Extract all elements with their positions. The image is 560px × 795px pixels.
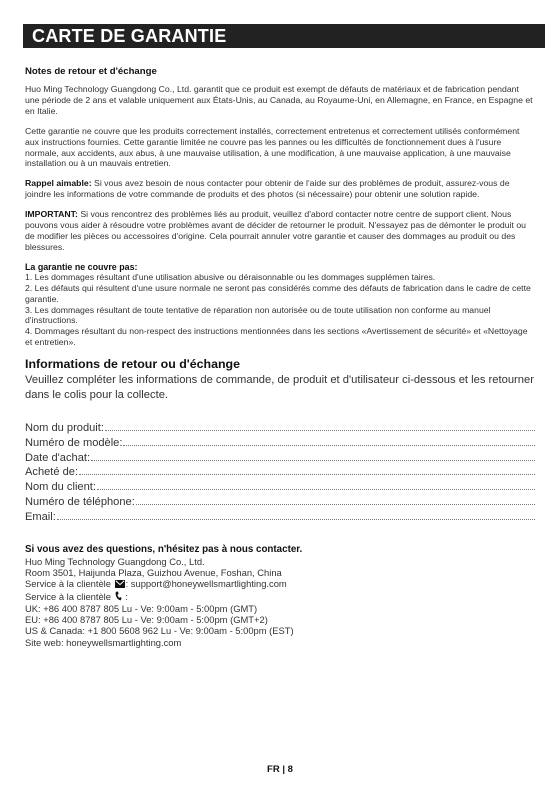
fill-line: [97, 488, 535, 490]
warranty-paragraph: Huo Ming Technology Guangdong Co., Ltd. garantit que ce produit est exempt de défauts de matériaux et de fabrication pendant une période de 2 ans et valable uniquement aux États-Unis, au Canada, au Royaume-Uni, en Allemagne, en France, en Espagne et en Italie.: [25, 84, 533, 116]
purchase-date-field[interactable]: [25, 449, 535, 464]
product-name-field[interactable]: [25, 419, 535, 434]
fill-line: [105, 429, 535, 431]
field-label: Nom du produit:: [25, 421, 104, 434]
support-email-link[interactable]: : support@honeywellsmartlighting.com: [125, 578, 287, 590]
page-title: CARTE DE GARANTIE: [23, 24, 545, 48]
phone-uk: UK: +86 400 8787 805 Lu - Ve: 9:00am - 5:00pm (GMT): [25, 602, 258, 614]
phone-suffix: :: [122, 590, 128, 602]
page-number: FR | 8: [267, 764, 293, 775]
list-item: 4. Dommages résultant du non-respect des instructions mentionnées dans les sections «Avertissement de sécurité» et «Nettoyage et entretien».: [25, 326, 528, 348]
email-field[interactable]: [25, 508, 535, 523]
fill-line: [91, 459, 535, 461]
phone-us-canada: US & Canada: +1 800 5608 962 Lu - Ve: 9:00am - 5:00pm (EST): [25, 625, 294, 637]
phone-number-field[interactable]: [25, 493, 535, 508]
important-label: IMPORTANT:: [25, 209, 78, 220]
contact-heading: Si vous avez des questions, n'hésitez pas à nous contacter.: [25, 543, 303, 555]
coverage-paragraph: Cette garantie ne couvre que les produits correctement installés, correctement entretenus et correctement utilisés conformément aux instructions fournies. Cette garantie limitée ne couvre pas les pannes ou les difficultés de fonctionnement dues à l'usure normale, aux accidents, aux abus, à une mauvaise utilisation, à une modification, à une mauvaise application, à une mauvaise installation ou à un mauvais entretien.: [25, 125, 520, 169]
field-label: Numéro de modèle:: [25, 436, 123, 449]
form-intro: Veuillez compléter les informations de commande, de produit et d'utilisateur ci-dessous et les retourner dans le colis pour la collecte.: [25, 374, 534, 402]
field-label: Numéro de téléphone:: [25, 495, 135, 508]
exclusions-list: [25, 272, 535, 348]
company-name: Huo Ming Technology Guangdong Co., Ltd.: [25, 555, 205, 567]
service-label: Service à la clientèle: [25, 590, 111, 602]
contact-email-line: [25, 578, 535, 590]
phone-eu: EU: +86 400 8787 805 Lu - Ve: 9:00am - 5:00pm (GMT+2): [25, 614, 268, 626]
field-label: Nom du client:: [25, 481, 96, 494]
list-item: 1. Les dommages résultant d'une utilisation abusive ou déraisonnable ou les dommages supplémen taires.: [25, 271, 436, 282]
reminder-paragraph: [25, 178, 535, 200]
service-label: Service à la clientèle: [25, 578, 111, 590]
customer-name-field[interactable]: [25, 478, 535, 493]
return-form: [25, 419, 535, 523]
company-address: Room 3501, Haijunda Plaza, Guizhou Avenue, Foshan, China: [25, 567, 282, 578]
contact-phone-line: [25, 591, 535, 603]
list-item: 2. Les défauts qui résultent d'une usure normale ne seront pas considérés comme des défauts de fabrication dans le cadre de cette garantie.: [25, 282, 531, 304]
field-label: Acheté de:: [25, 466, 79, 479]
warranty-content: [25, 66, 535, 648]
important-text: Si vous rencontrez des problèmes liés au produit, veuillez d'abord contacter notre centre de support client. Nous pouvons vous aider à résoudre votre problèmes avant de décider de retourner le produit. N'essayez pas de démonter le produit ou de modifier les pièces ou accessoires d'origine. Cela pourrait annuler votre garantie et causer des dommages au produit ou des blessures.: [25, 209, 527, 252]
fill-line: [123, 444, 535, 446]
purchased-from-field[interactable]: [25, 464, 535, 479]
website-link[interactable]: Site web: honeywellsmartlighting.com: [25, 636, 182, 648]
fill-line: [79, 473, 535, 475]
envelope-icon: [115, 579, 125, 590]
field-label: Email:: [25, 510, 56, 523]
important-paragraph: [25, 209, 535, 253]
exclusions-heading: La garantie ne couvre pas:: [25, 261, 138, 272]
reminder-label: Rappel aimable:: [25, 178, 92, 189]
field-label: Date d'achat:: [25, 451, 91, 464]
reminder-text: Si vous avez besoin de nous contacter pour obtenir de l'aide sur des problèmes de produit, assurez-vous de joindre les informations de votre commande de produits et des photos (si nécessaire) pour obtenir une solution rapide.: [25, 178, 510, 200]
phone-icon: [115, 591, 122, 603]
list-item: 3. Les dommages résultant de toute tentative de réparation non autorisée ou de toute utilisation non conforme au manuel d'instructions.: [25, 304, 491, 326]
returns-heading: Notes de retour et d'échange: [25, 66, 157, 77]
fill-line: [57, 518, 535, 520]
form-heading: Informations de retour ou d'échange: [25, 357, 240, 372]
model-number-field[interactable]: [25, 434, 535, 449]
fill-line: [136, 503, 535, 505]
